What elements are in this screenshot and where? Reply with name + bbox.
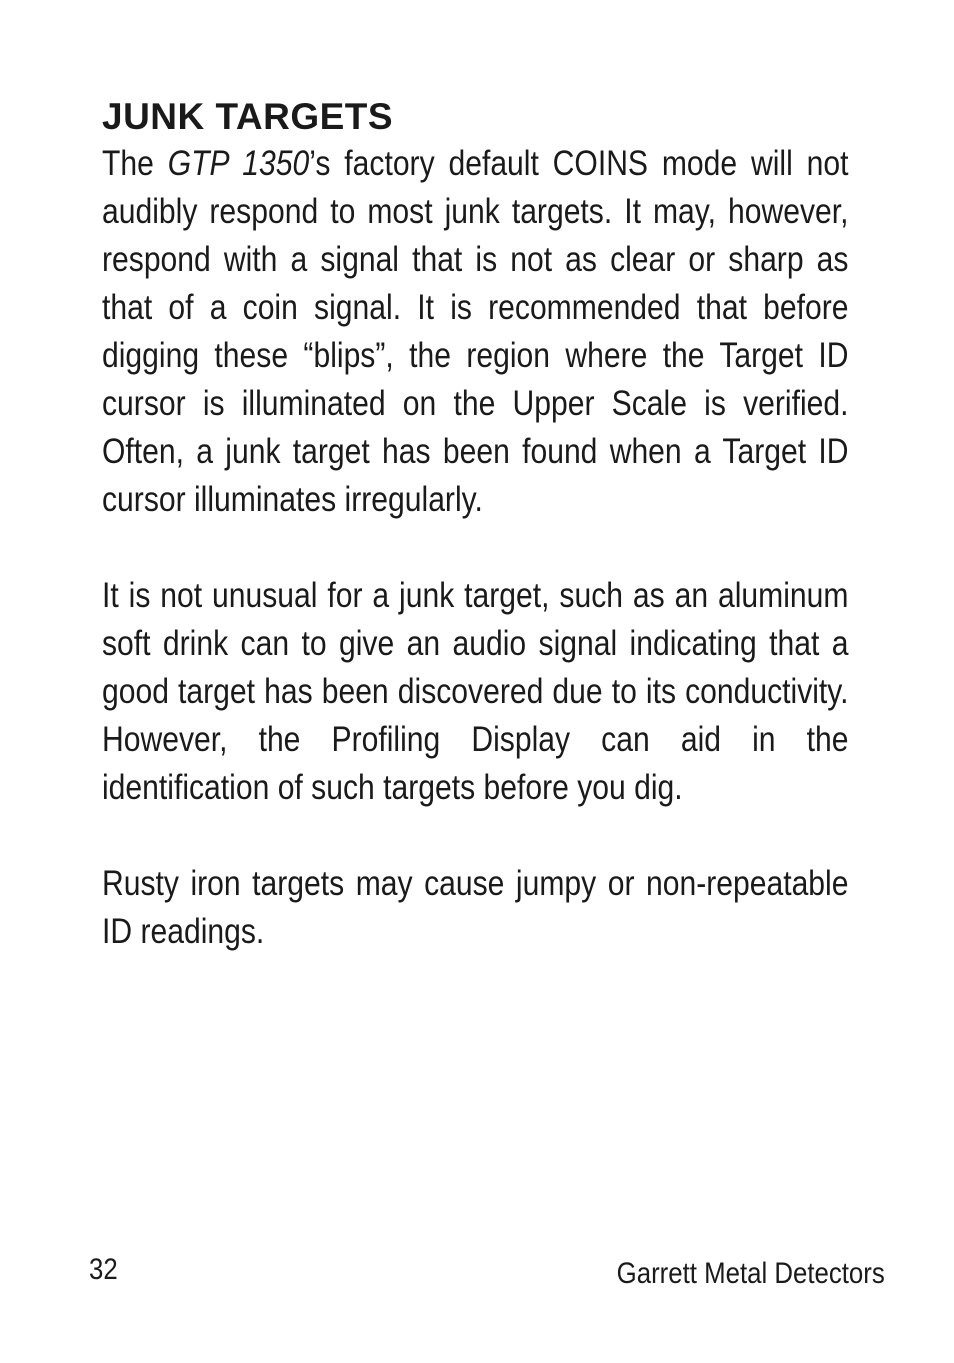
paragraph-prefix: The bbox=[102, 144, 168, 183]
paragraph-body: ’s factory default COINS mode will not audibly respond to most junk targets. It may, however, respond with a signal that is not as clear or sharp as that of a coin signal. It is recommended that before digging these “blips”, the region where the Target ID cursor is illuminated on the Upper Scale is verified. Often, a junk target has been found when a Target ID cursor illuminates irregularly. bbox=[102, 144, 849, 519]
paragraph-rusty-iron: Rusty iron targets may cause jumpy or non-repeatable ID readings. bbox=[102, 864, 849, 951]
footer-brand: Garrett Metal Detectors bbox=[616, 1257, 885, 1290]
paragraph-spacer bbox=[102, 812, 848, 860]
paragraph-aluminum-can: It is not unusual for a junk target, such as an aluminum soft drink can to give an audio signal indicating that a good target has been discovered due to its conductivity. However, the Profiling Display can aid in the identification of such targets before you dig. bbox=[102, 576, 849, 807]
section-heading: JUNK TARGETS bbox=[102, 96, 394, 137]
paragraph-spacer bbox=[102, 524, 848, 572]
page-content bbox=[102, 94, 848, 956]
product-name: GTP 1350 bbox=[167, 144, 310, 183]
paragraph-junk-targets-intro bbox=[102, 140, 848, 524]
page-number: 32 bbox=[89, 1253, 118, 1286]
